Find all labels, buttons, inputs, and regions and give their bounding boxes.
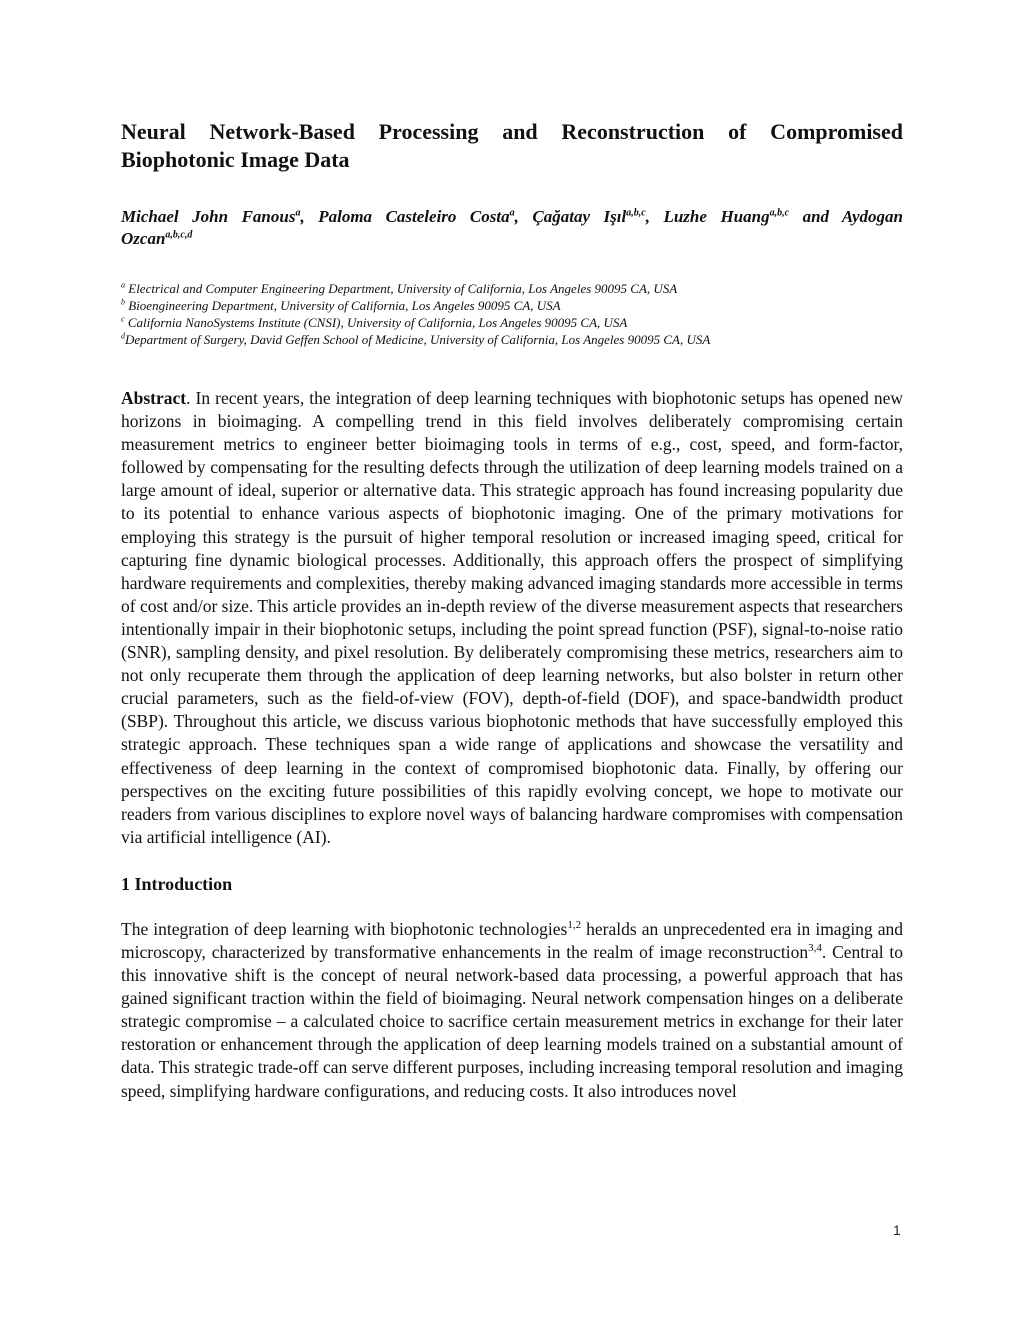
- affiliation-text: Bioengineering Department, University of California, Los Angeles 90095 CA, USA: [125, 298, 561, 313]
- paper-title: [121, 118, 903, 174]
- affiliation-c: [121, 314, 903, 331]
- author-affil-mark: a: [295, 207, 301, 219]
- abstract-label: Abstract: [121, 388, 187, 408]
- author-affil-mark: a,b,c,d: [165, 229, 193, 241]
- affiliation-text: Electrical and Computer Engineering Department, University of California, Los Angeles 90095 CA, USA: [125, 281, 678, 296]
- intro-text: heralds an unprecedented era in imaging and microscopy, characterized by transformative enhancements in the realm of image reconstruction: [121, 918, 903, 962]
- author-affil-mark: a: [509, 207, 515, 219]
- affiliation-mark: b: [121, 297, 125, 307]
- affiliation-mark: a: [121, 280, 125, 290]
- abstract: [121, 387, 903, 849]
- section-heading-introduction: 1 Introduction: [121, 873, 233, 894]
- paper-page: [121, 118, 903, 1120]
- author-affil-mark: a,b,c: [626, 207, 646, 219]
- affiliation-list: [121, 280, 903, 348]
- author-name: Paloma Casteleiro Costa: [318, 207, 510, 226]
- affiliation-b: [121, 297, 903, 314]
- introduction-paragraph: [121, 918, 903, 1103]
- citation-ref: 3,4: [808, 942, 822, 955]
- author-separator: ,: [300, 207, 319, 226]
- intro-text: The integration of deep learning with biophotonic technologies: [121, 918, 568, 939]
- title-line-1: Neural Network-Based Processing and Reconstruction of Compromised: [121, 119, 903, 144]
- citation-ref: 1,2: [567, 919, 582, 932]
- author-name: Michael John Fanous: [121, 207, 296, 226]
- author-list: [121, 206, 903, 250]
- author-line-1: [121, 206, 903, 228]
- page-number: 1: [893, 1222, 901, 1238]
- author-name: Çağatay Işıl: [532, 207, 627, 226]
- author-conjunction: and Aydogan: [802, 207, 904, 226]
- intro-text: . Central to this innovative shift is the concept of neural network-based data processing, a powerful approach that has gained significant traction within the field of bioimaging. Neural network compensation hinges on a deliberate strategic compromise – a calculated choice to sacrifice certain measurement metrics in exchange for their later restoration or enhancement through the application of deep learning models trained on a substantial amount of data. This strategic trade-off can serve different purposes, including increasing temporal resolution and imaging speed, simplifying hardware configurations, and reducing costs. It also introduces novel: [121, 941, 903, 1101]
- affiliation-text: California NanoSystems Institute (CNSI), University of California, Los Angeles 90095 CA, USA: [124, 315, 628, 330]
- author-separator: ,: [645, 207, 664, 226]
- author-separator: ,: [514, 207, 533, 226]
- author-name: Ozcan: [121, 229, 166, 248]
- affiliation-d: [121, 331, 903, 348]
- affiliation-a: [121, 280, 903, 297]
- abstract-text: . In recent years, the integration of deep learning techniques with biophotonic setups has opened new horizons in bioimaging. A compelling trend in this field involves deliberately compromising certain measurement metrics to engineer better bioimaging tools in terms of e.g., cost, speed, and form-factor, followed by compensating for the resulting defects through the utilization of deep learning models trained on a large amount of ideal, superior or alternative data. This strategic approach has found increasing popularity due to its potential to enhance various aspects of biophotonic imaging. One of the primary motivations for employing this strategy is the pursuit of higher temporal resolution or increased imaging speed, critical for capturing fine dynamic biological processes. Additionally, this approach offers the prospect of simplifying hardware requirements and complexities, thereby making advanced imaging standards more accessible in terms of cost and/or size. This article provides an in-depth review of the diverse measurement aspects that researchers intentionally impair in their biophotonic setups, including the point spread function (PSF), signal-to-noise ratio (SNR), sampling density, and pixel resolution. By deliberately compromising these metrics, researchers aim to not only recuperate them through the application of deep learning networks, but also bolster in return other crucial parameters, such as the field-of-view (FOV), depth-of-field (DOF), and space-bandwidth product (SBP). Throughout this article, we discuss various biophotonic methods that have successfully employed this strategic approach. These techniques span a wide range of applications and showcase the versatility and effectiveness of deep learning in the context of compromised biophotonic data. Finally, by offering our perspectives on the exciting future possibilities of this rapidly evolving concept, we hope to motivate our readers from various disciplines to explore novel ways of balancing hardware compromises with compensation via artificial intelligence (AI).: [121, 388, 903, 847]
- affiliation-mark: c: [121, 314, 125, 324]
- title-line-2: Biophotonic Image Data: [121, 147, 350, 172]
- author-name: Luzhe Huang: [663, 207, 770, 226]
- affiliation-text: Department of Surgery, David Geffen School of Medicine, University of California, Los Angeles 90095 CA, USA: [125, 332, 711, 347]
- author-affil-mark: a,b,c: [769, 207, 790, 219]
- author-line-2: [121, 228, 903, 250]
- affiliation-mark: d: [121, 331, 125, 341]
